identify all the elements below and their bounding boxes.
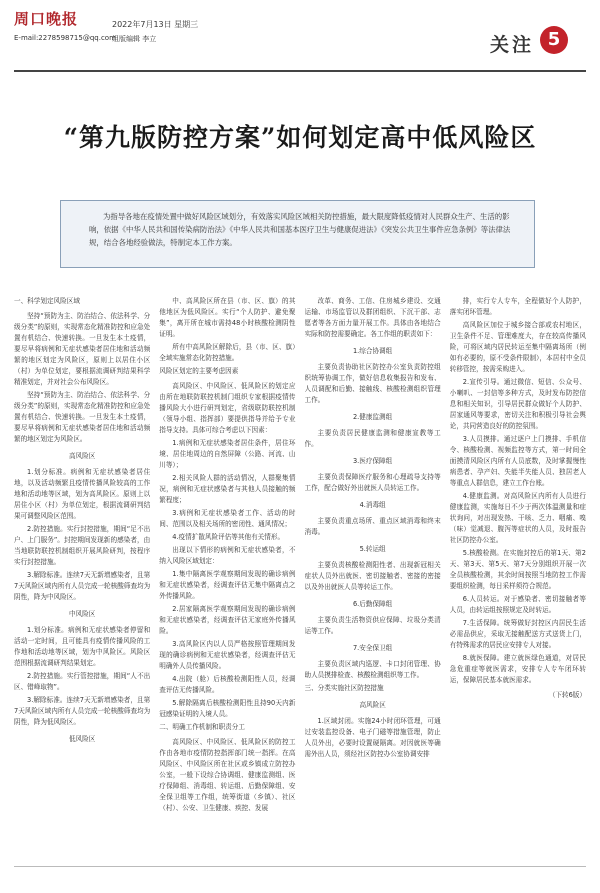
page-number-badge: 5 [540,26,568,54]
paragraph: 主要负责重点场所、重点区域消毒和终末消毒。 [304,517,441,536]
paragraph: 6.人员转运。对于感染者、密切接触者等人员，由转运组按照规定及时转运。 [449,595,586,614]
paragraph: 1.划分标准。病例和无症状感染者停留和活动一定时间，且可能具有疫情传播风险的工作地和活动地等区域，划为中风险区。风险区范围根据流调研判结果划定。 [14,626,151,667]
issue-date: 2022年7月13日 星期三 [112,20,199,29]
newspaper-logo: 周口晚报 [14,10,79,28]
paragraph: 2.防控措施。实行封控措施，期间“足不出户、上门服务”。封控期间发现新的感染者，由当地联防联控机制组织开展风险研判，按程序实行封控措施。 [14,525,151,566]
paragraph: 排，实行专人专车，全程做好个人防护，落实闭环管理。 [449,297,586,316]
section-heading: 风险区划定的主要考虑因素 [159,367,239,375]
paragraph: 1.划分标准。病例和无症状感染者居住地，以及活动频繁且疫情传播风险较高的工作地和活动地等区域，划为高风险区。原则上以居住小区（村）为单位划定，根据流调研判结果可调整风险区范围。 [14,468,151,520]
section-heading: 高风险区 [359,701,386,709]
paragraph: 5.核酸检测。在实施封控后的第1天、第2天、第3天、第5天、第7天分别组织开展一次全员核酸检测，其余时间按照当地防控工作需要组织检测，每日采样须符合规范。 [449,549,586,590]
paragraph: 1.区域封闭。实施24小时闭环管理，可通过安装监控设备、电子门磁等措施管理，防止人员外出，必要时设置硬隔离。对因就医等确需外出人员，须经社区防控办公室协调安排 [304,717,441,758]
paragraph: 2.相关风险人群的活动情况，人群聚集情况，病例和无症状感染者与其他人员接触的频繁程度； [159,474,296,504]
section-heading: 2.健康监测组 [352,413,393,421]
paragraph: 5.解除隔离后核酸检测阳性且持90天内新冠感染证明的入境人员。 [159,699,296,718]
footer-divider [14,866,586,867]
section-heading: 4.消毒组 [359,501,386,509]
paragraph: 高风险区加位于城乡接合部或农村地区，卫生条件不足、管理难度大，存在较高传播风险，可将区域内居民转运至集中隔离场所（例如有必要的，原不受条件限制），本居村中全员转移管控，按需采购进入。 [449,321,586,373]
paragraph: 主要负责居民健康监测和健康宣教等工作。 [304,429,441,448]
article-body [14,296,586,866]
paragraph: 4.疫情扩散风险评估等其他有关情形。 [172,533,285,541]
paragraph: 所有中高风险区解除后，县（市、区、旗）全域实施常态化防控措施。 [159,343,296,362]
paragraph: 高风险区、中风险区、低风险区的划定应由所在地联防联控机制门组织专家根据疫情传播风险大小进行研判划定，省级联防联控机制（领导小组、指挥部）要提供指导并给予专业指导支持。具体可综合考虑以下因素： [159,382,296,434]
article-intro-box: 为指导各地在疫情处置中做好风险区域划分，有效落实风险区域相关防控措施，最大限度降低疫情对人民群众生产、生活的影响，依据《中华人民共和国传染病防治法》《中华人民共和国基本医疗卫生与健康促进法》《突发公共卫生事件应急条例》等法律法规，结合各地经验做法，特制定本工作方案。 [60,200,535,268]
paragraph: 8.就医保障。建立就医绿色通道，对居民急危重症等就医需求，安排专人专车闭环转运，保障居民基本就医需求。 [449,654,586,684]
paragraph: 主要负责保障医疗服务和心理疏导支持等工作，配合做好外出就医人员转运工作。 [304,473,441,492]
paragraph: 3.解除标准。连续7天无新增感染者，且第7天风险区域内所有人员完成一轮核酸筛查均为阴性，降为低风险区。 [14,696,151,726]
section-heading: 7.安全保卫组 [352,644,393,652]
paragraph: 出现以下情形的病例和无症状感染者，不纳入风险区域划定： [159,546,296,565]
paragraph: 主要负责生活物资供应保障、垃圾分类清运等工作。 [304,616,441,635]
paragraph: 7.生活保障。统筹做好封控区内居民生活必需品供应，采取无接触配送方式送货上门，有特殊需求的居民应安排专人对接。 [449,619,586,649]
layout-editor: 组版编辑 李立 [112,35,157,43]
section-heading: 6.后勤保障组 [352,600,393,608]
paragraph: 1.集中隔离医学观察期间发现的确诊病例和无症状感染者，经调查评估无集中隔离点之外传播风险。 [159,570,296,600]
paragraph: 3.人员摸排。通过逐户上门摸排、手机信令、核酸检测、视频监控等方式，第一时间全面摸清风险区内所有人员底数，及时掌握慢性病患者、孕产妇、失能半失能人员、独居老人等重点人群信息，建立工作台账。 [449,435,586,487]
section-title: 关注 [490,34,535,56]
paragraph: 2.宣传引导。通过微信、短信、公众号、小喇叭、一封信等多种方式，及时发布防控信息和相关知识，引导居民群众做好个人防护、居家通风等要求，密切关注和积极引导社会舆论，共同营造良好的防控氛围。 [449,378,586,430]
paragraph: 3.病例和无症状感染者工作、活动的时间、范围以及相关场所的密闭性、通风情况； [159,509,296,528]
paragraph: 主要负责协助社区防控办公室负责防控组织统筹协调工作，做好信息收集报告和发布、人员调配和后勤、接触线、核酸检测组织管理工作。 [304,363,441,404]
paragraph: 中、高风险区所在县（市、区、旗）的其他地区为低风险区。实行“个人防护、避免聚集”，离开所在城市需持48小时核酸检测阴性证明。 [159,297,296,338]
paragraph: 坚持“预防为主、防治结合、依法科学、分级分类”的原则，实现常态化精准防控和应急处置有机结合、快速转换。一旦发生本土疫情，要尽早将病例和无症状感染者居住地和活动频繁的地区划定为风险区。 [14,391,151,443]
paragraph: 4.健康监测。对高风险区内所有人员进行健康监测，实施每日不少于两次体温测量和症状询问，对出现发热、干咳、乏力、咽痛、嗅（味）觉减退、腹泻等症状的人员，及时报告社区防控办公室。 [449,492,586,544]
continued-note: （下转6版） [548,691,586,699]
masthead-left [14,8,199,43]
section-heading: 中风险区 [68,610,96,618]
article-headline: “第九版防控方案”如何划定高中低风险区 [63,123,537,152]
section-heading: 一、科学划定风险区域 [14,297,80,305]
article-column-2 [159,296,295,866]
section-heading: 5.转运组 [359,545,386,553]
paragraph: 改革、商务、工信、住房城乡建设、交通运输、市场监管以及群团组织、下沉干部、志愿者等各方面力量开展工作。具体由各地结合实际和防控需要确定。各工作组的职责如下： [304,297,441,338]
section-heading: 3.医疗保障组 [352,457,393,465]
paragraph: 3.解除标准。连续7天无新增感染者，且第7天风险区域内所有人员完成一轮核酸筛查均为阴性，降为中风险区。 [14,571,151,601]
masthead [0,0,600,76]
section-heading: 三、分类实施社区防控措施 [304,684,384,692]
paragraph: 4.出院（舱）后核酸检测阳性人员，经调查评估无传播风险。 [159,675,296,694]
paragraph: 高风险区、中风险区、低风险区的防控工作由各地市疫情防控指挥部门统一指挥。在高风险区、中风险区所在社区或乡镇成立防控办公室，一般下设综合协调组、健康监测组、医疗保障组、消毒组、转运组、后勤保障组、安全保卫组等工作组，统筹街道（乡镇）、社区（村）、公安、卫生健康、疾控、发展 [159,738,296,812]
section-heading: 1.综合协调组 [352,347,393,355]
article-column-4 [450,296,586,866]
paragraph: 2.防控措施。实行管控措施，期间“人不出区、错峰取物”。 [14,672,151,691]
article-column-3 [305,296,441,866]
paragraph: 主要负责核酸检测阳性者、出现新冠相关症状人员外出就医、密切接触者、密接的密接以及外出就医人员等转运工作。 [304,561,441,591]
paragraph: 坚持“预防为主、防治结合、依法科学、分级分类”的原则，实现常态化精准防控和应急处置有机结合、快速转换。一旦发生本土疫情，要尽早将病例和无症状感染者居住地和活动频繁的地区划定为风险区，原则上以居住小区（村）为单位划定，要根据流调研判结果科学精准划定，并对社会公布风险区。 [14,312,151,386]
paragraph: 2.居家隔离医学观察期间发现的确诊病例和无症状感染者，经调查评估无家庭外传播风险。 [159,605,296,635]
section-heading: 二、明确工作机制和职责分工 [159,723,245,731]
paragraph: 主要负责区域内巡逻、卡口封闭管理、协助人员摸排检查、核酸检测组织等工作。 [304,660,441,679]
section-heading: 高风险区 [68,452,96,460]
paragraph: 1.病例和无症状感染者居住条件，居住环境、居住地周边的自然屏障（公路、河流、山川等）； [159,439,296,469]
section-heading: 低风险区 [68,735,96,743]
contact-email[interactable]: E-mail:2278598715@qq.com [14,34,116,42]
masthead-divider [14,70,586,72]
paragraph: 3.高风险区内以人员严格按照管理期间发现的确诊病例和无症状感染者，经调查评估无明确外人员传播风险。 [159,640,296,670]
article-column-1 [14,296,150,866]
